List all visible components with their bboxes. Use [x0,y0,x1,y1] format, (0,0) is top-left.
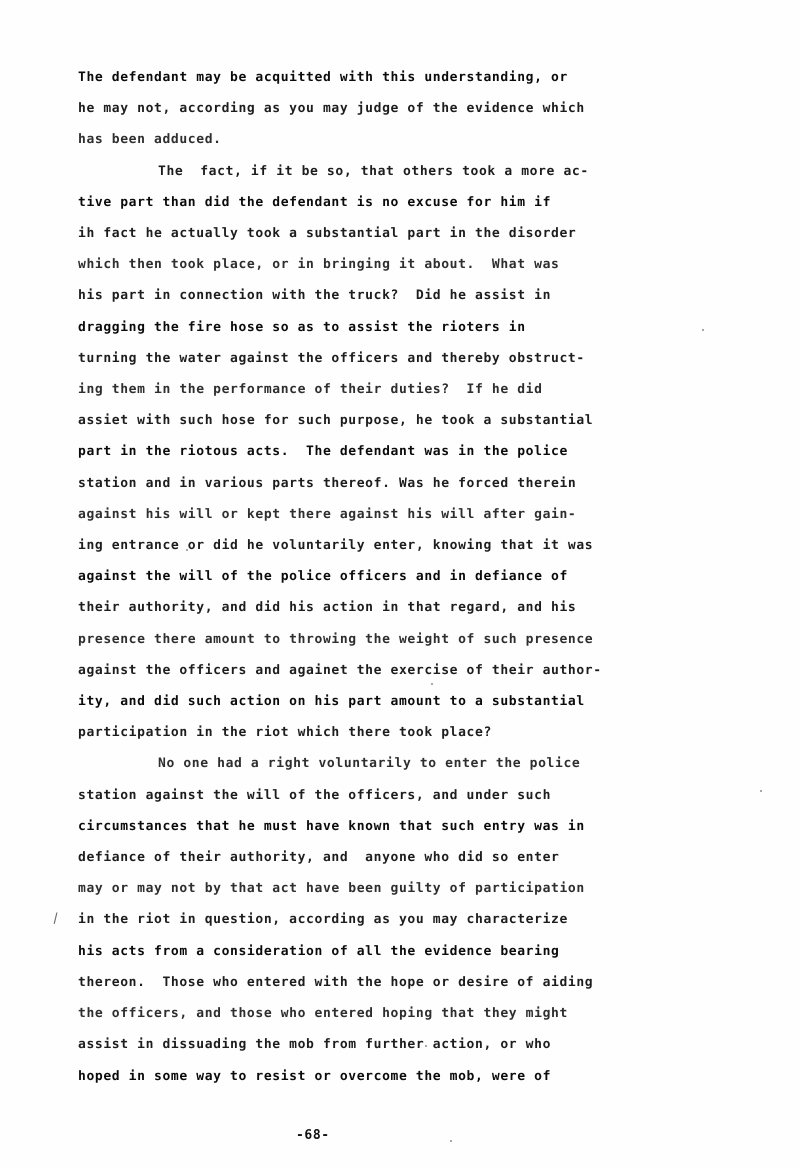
paragraph [78,748,724,1091]
text-line: dragging the fire hose so as to assist the rioters in [78,319,526,335]
text-line: against his will or kept there against his will after gain- [78,506,577,522]
scan-speck [760,790,762,792]
text-line: their authority, and did his action in that regard, and his [78,600,577,616]
text-line: turning the water against the officers and thereby obstruct- [78,350,585,366]
text-line: thereon. Those who entered with the hope or desire of aiding [78,974,594,990]
text-line: The fact, if it be so, that others took a more ac- [158,163,589,179]
text-line: he may not, according as you may judge of the evidence which [78,101,585,117]
text-line: defiance of their authority, and anyone who did so enter [78,850,560,866]
text-line: The defendant may be acquitted with this understanding, or [78,70,568,85]
text-line: in the riot in question, according as you may characterize [78,912,568,928]
text-line: assiet with such hose for such purpose, he took a substantial [78,413,594,429]
typescript-body [78,62,724,1092]
text-line: has been adduced. [78,132,222,148]
text-line: presence there amount to throwing the weight of such presence [78,631,594,647]
text-line: station and in various parts thereof. Was he forced therein [78,475,577,491]
text-line: ih fact he actually took a substantial part in the disorder [78,226,577,242]
text-line: No one had a right voluntarily to enter the police [158,756,581,772]
text-line: his acts from a consideration of all the evidence bearing [78,943,560,959]
text-line: ing entrance or did he voluntarily enter, knowing that it was [78,538,594,554]
text-line: participation in the riot which there took place? [78,725,492,741]
text-line: the officers, and those who entered hoping that they might [78,1006,568,1022]
text-line: ing them in the performance of their duties? If he did [78,382,543,398]
text-line: station against the will of the officers, and under such [78,787,552,803]
paragraph [78,156,724,749]
text-line: his part in connection with the truck? Did he assist in [78,288,552,304]
page-number: -68- [296,1128,330,1143]
text-line: ity, and did such action on his part amount to a substantial [78,694,585,710]
text-line: part in the riotous acts. The defendant was in the police [78,444,568,460]
text-line: against the officers and againet the exercise of their author- [78,662,602,678]
text-line: may or may not by that act have been guilty of participation [78,881,585,897]
margin-pencil-mark: / [50,910,62,927]
paragraph [78,62,724,156]
text-line: hoped in some way to resist or overcome the mob, were of [78,1068,552,1084]
scan-speck [450,1140,452,1142]
text-line: assist in dissuading the mob from further action, or who [78,1037,552,1053]
text-line: circumstances that he must have known that such entry was in [78,818,585,834]
text-line: tive part than did the defendant is no excuse for him if [78,194,552,210]
text-line: against the will of the police officers and in defiance of [78,569,568,585]
text-line: which then took place, or in bringing it about. What was [78,257,560,273]
